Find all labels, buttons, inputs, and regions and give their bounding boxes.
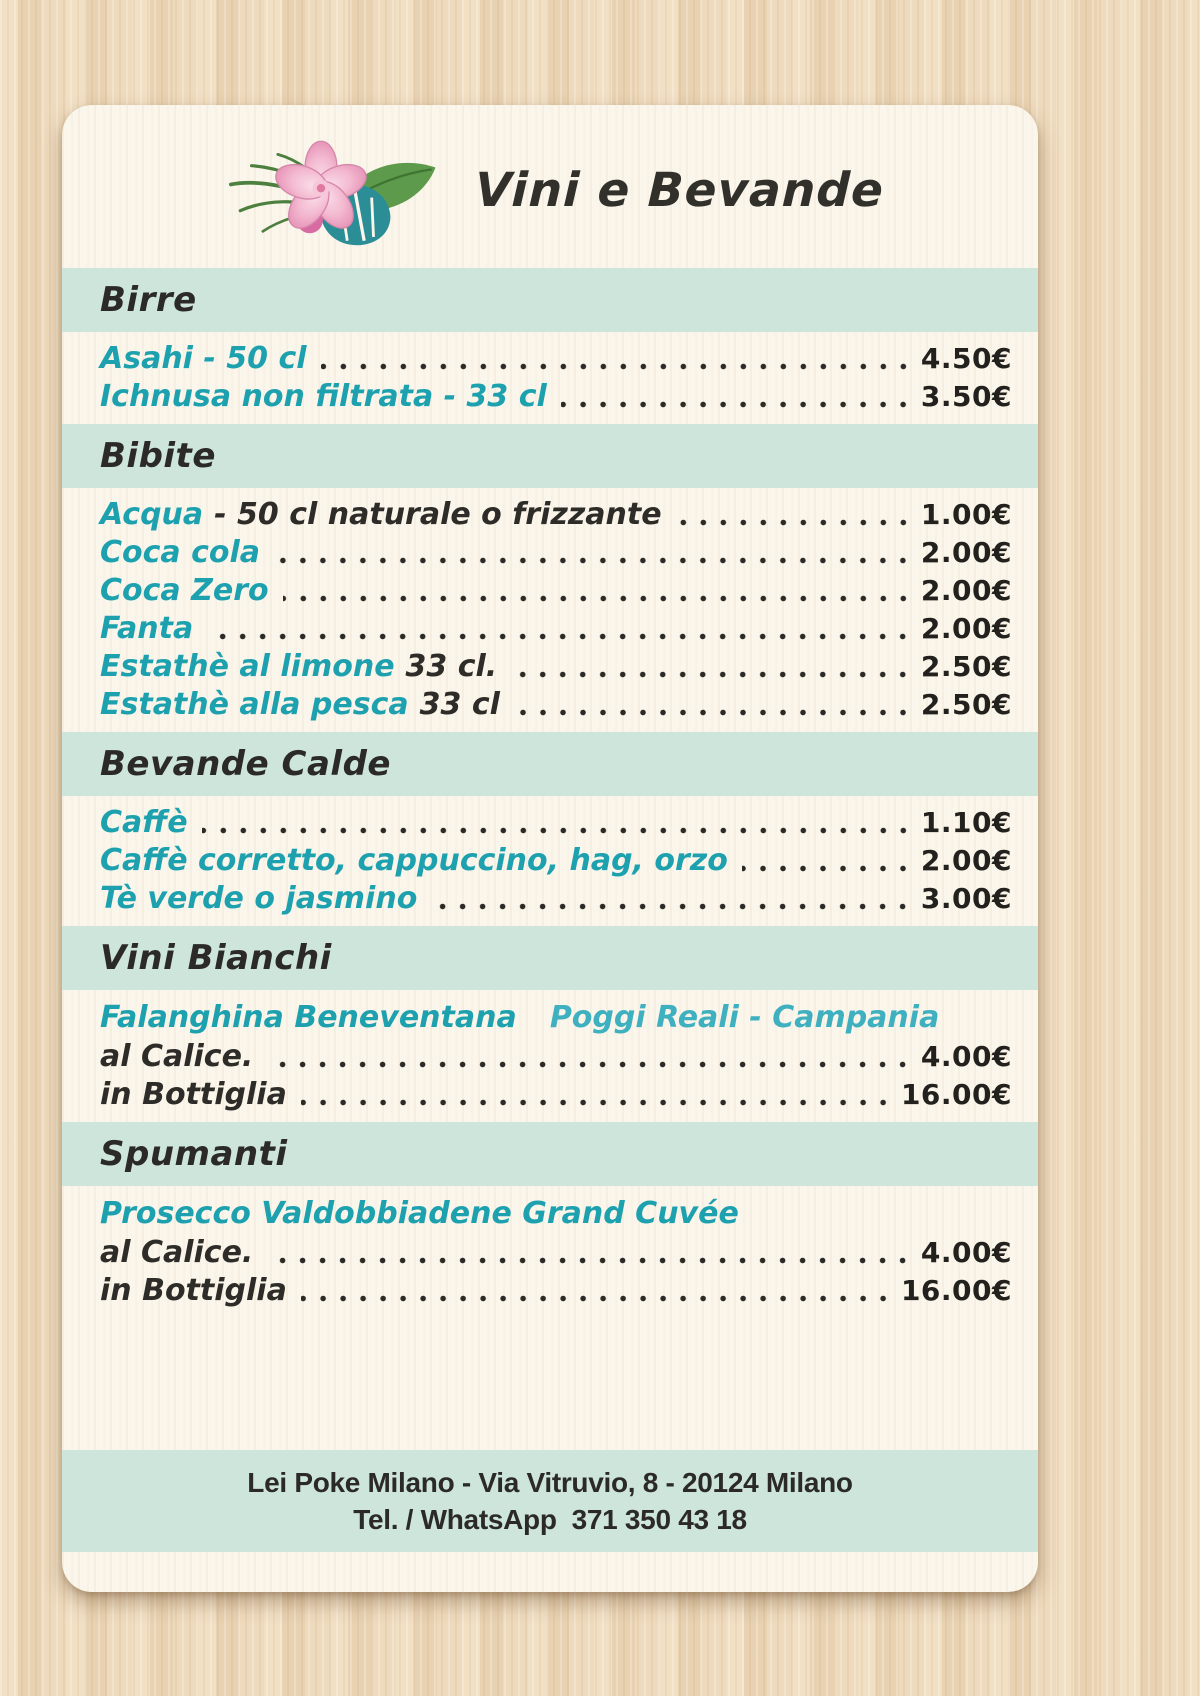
item-price: 2.00€: [920, 612, 1012, 645]
section-title: Vini Bianchi: [100, 938, 332, 978]
wine-producer: Poggi Reali - Campania: [549, 1000, 940, 1035]
item-price: 4.00€: [920, 1040, 1012, 1073]
menu-item-row: [62, 340, 1038, 378]
dotted-leader: [742, 865, 913, 872]
item-price: 2.00€: [920, 536, 1012, 569]
menu-item-row: [62, 496, 1038, 534]
dotted-leader: [202, 827, 913, 834]
dotted-leader: [283, 595, 913, 602]
wine-name-row: [62, 1194, 1038, 1234]
item-price: 2.00€: [920, 574, 1012, 607]
footer-address: Lei Poke Milano - Via Vitruvio, 8 - 20124 Milano: [247, 1467, 853, 1498]
section-items-vini-bianchi: [62, 990, 1038, 1122]
variant-label: al Calice.: [100, 1039, 254, 1074]
item-price: 1.00€: [920, 498, 1012, 531]
dotted-leader: [321, 363, 913, 370]
item-name: Estathè al limone: [100, 649, 395, 684]
dotted-leader: [431, 903, 913, 910]
menu-item-row: [62, 534, 1038, 572]
footer-band: [62, 1450, 1038, 1552]
dotted-leader: [267, 1257, 913, 1264]
dotted-leader: [301, 1099, 893, 1106]
dotted-leader: [514, 709, 913, 716]
variant-label: in Bottiglia: [100, 1273, 287, 1308]
item-price: 3.00€: [920, 882, 1012, 915]
menu-header: [62, 105, 1038, 268]
section-items-spumanti: [62, 1186, 1038, 1318]
section-items-birre: [62, 332, 1038, 424]
wine-name: Prosecco Valdobbiadene Grand Cuvée: [100, 1196, 739, 1231]
item-name: Fanta: [100, 611, 194, 646]
item-price: 4.00€: [920, 1236, 1012, 1269]
variant-label: in Bottiglia: [100, 1077, 287, 1112]
item-name: Asahi - 50 cl: [100, 341, 307, 376]
item-name: Acqua: [100, 497, 204, 532]
wine-variant-row: [62, 1272, 1038, 1310]
section-bar-spumanti: [62, 1122, 1038, 1186]
dotted-leader: [274, 557, 913, 564]
item-detail: - 50 cl naturale o frizzante: [214, 497, 662, 532]
menu-card: [62, 105, 1038, 1592]
wine-name-row: [62, 998, 1038, 1038]
menu-item-row: [62, 880, 1038, 918]
dotted-leader: [561, 401, 913, 408]
dotted-leader: [301, 1295, 893, 1302]
footer-phone: Tel. / WhatsApp 371 350 43 18: [353, 1504, 747, 1535]
item-price: 4.50€: [920, 342, 1012, 375]
section-title: Spumanti: [100, 1134, 288, 1174]
dotted-leader: [511, 671, 913, 678]
section-items-bibite: [62, 488, 1038, 732]
item-name: Estathè alla pesca: [100, 687, 409, 722]
menu-item-row: [62, 842, 1038, 880]
menu-item-row: [62, 378, 1038, 416]
page-title: Vini e Bevande: [473, 163, 885, 218]
item-price: 2.00€: [920, 844, 1012, 877]
tropical-flower-illustration: [217, 130, 455, 252]
item-price: 2.50€: [920, 650, 1012, 683]
item-name: Tè verde o jasmino: [100, 881, 418, 916]
dotted-leader: [207, 633, 913, 640]
section-title: Bibite: [100, 436, 216, 476]
item-name: Caffè: [100, 805, 188, 840]
section-bar-bibite: [62, 424, 1038, 488]
menu-item-row: [62, 610, 1038, 648]
section-bar-birre: [62, 268, 1038, 332]
menu-item-row: [62, 804, 1038, 842]
item-name: Coca cola: [100, 535, 261, 570]
dotted-leader: [267, 1061, 913, 1068]
variant-label: al Calice.: [100, 1235, 254, 1270]
item-name: Caffè corretto, cappuccino, hag, orzo: [100, 843, 728, 878]
dotted-leader: [676, 519, 913, 526]
section-bar-bevande-calde: [62, 732, 1038, 796]
item-detail: 33 cl.: [405, 649, 498, 684]
section-title: Bevande Calde: [100, 744, 391, 784]
item-price: 16.00€: [900, 1078, 1012, 1111]
section-title: Birre: [100, 280, 197, 320]
wine-variant-row: [62, 1076, 1038, 1114]
section-items-bevande-calde: [62, 796, 1038, 926]
item-price: 2.50€: [920, 688, 1012, 721]
menu-item-row: [62, 648, 1038, 686]
item-price: 3.50€: [920, 380, 1012, 413]
item-detail: 33 cl: [419, 687, 500, 722]
wine-variant-row: [62, 1038, 1038, 1076]
section-bar-vini-bianchi: [62, 926, 1038, 990]
item-name: Coca Zero: [100, 573, 269, 608]
wine-variant-row: [62, 1234, 1038, 1272]
menu-item-row: [62, 572, 1038, 610]
wine-name: Falanghina Beneventana: [100, 1000, 517, 1035]
menu-item-row: [62, 686, 1038, 724]
item-price: 1.10€: [920, 806, 1012, 839]
item-name: Ichnusa non filtrata - 33 cl: [100, 379, 547, 414]
item-price: 16.00€: [900, 1274, 1012, 1307]
